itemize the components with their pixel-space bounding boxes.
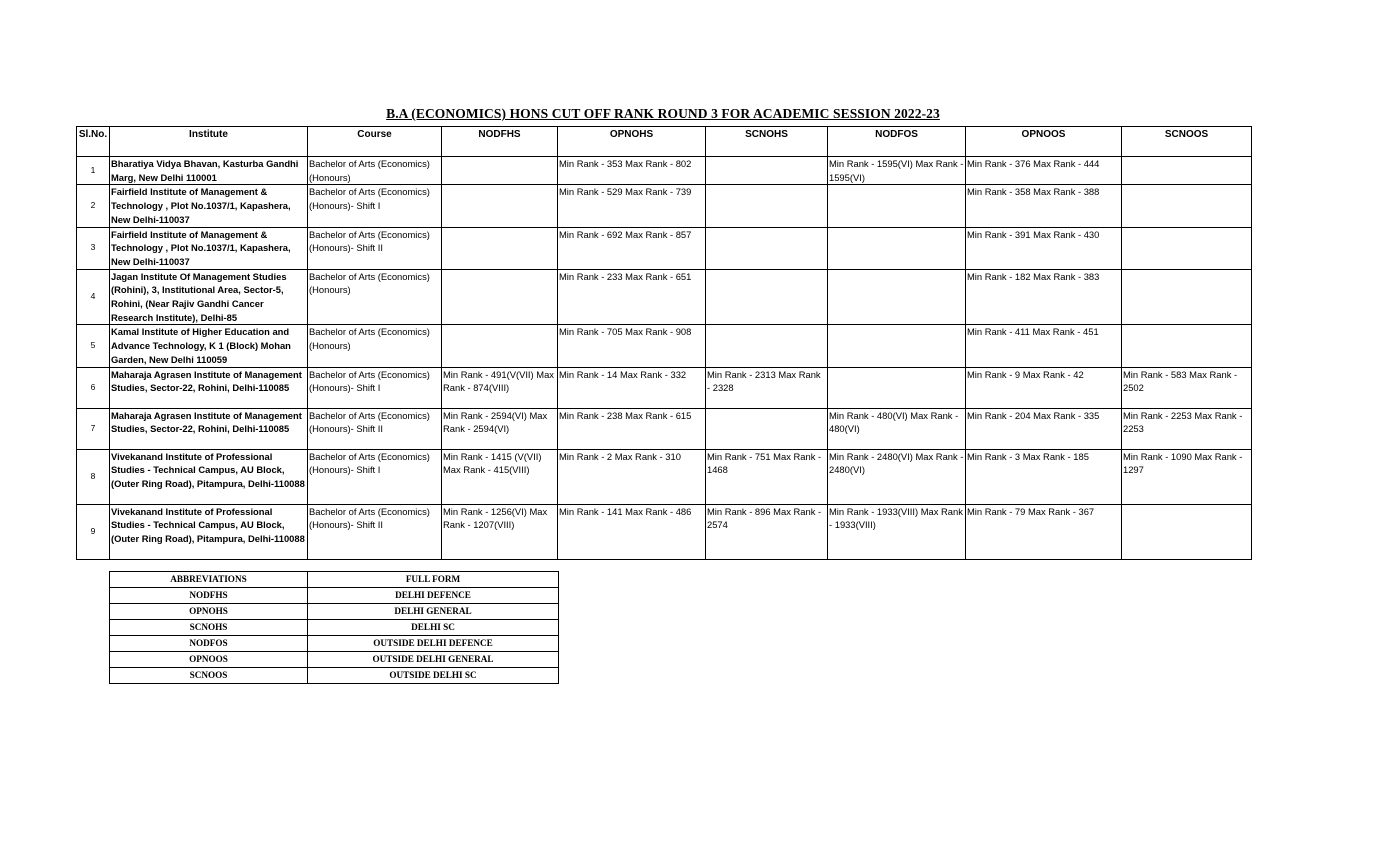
cell-opnoos: Min Rank - 9 Max Rank - 42 — [966, 367, 1122, 408]
cell-institute: Bharatiya Vidya Bhavan, Kasturba Gandhi Marg, New Delhi 110001 — [110, 157, 308, 185]
abbreviations-header-row — [110, 572, 559, 588]
cell-opnohs: Min Rank - 14 Max Rank - 332 — [558, 367, 706, 408]
cell-institute: Kamal Institute of Higher Education and Advance Technology, K 1 (Block) Mohan Garden, New Delhi 110059 — [110, 325, 308, 367]
table-row — [77, 367, 1252, 408]
cell-opnohs: Min Rank - 705 Max Rank - 908 — [558, 325, 706, 367]
cell-nodfhs: Min Rank - 491(V(VII) Max Rank - 874(VIII) — [442, 367, 558, 408]
cell-scnoos — [1122, 185, 1252, 227]
cell-opnohs: Min Rank - 238 Max Rank - 615 — [558, 408, 706, 449]
cell-sl: 2 — [77, 185, 110, 227]
cell-scnohs: Min Rank - 896 Max Rank - 2574 — [706, 504, 828, 559]
cell-scnohs — [706, 325, 828, 367]
table-row — [77, 449, 1252, 504]
header-full-form: FULL FORM — [308, 572, 559, 588]
cell-institute: Fairfield Institute of Management & Technology , Plot No.1037/1, Kapashera, New Delhi-110037 — [110, 185, 308, 227]
abbreviation-code: NODFOS — [110, 636, 308, 652]
cell-sl: 4 — [77, 269, 110, 325]
cell-scnohs — [706, 269, 828, 325]
cell-opnoos: Min Rank - 411 Max Rank - 451 — [966, 325, 1122, 367]
abbreviation-row — [110, 668, 559, 684]
cell-course: Bachelor of Arts (Economics) (Honours) — [308, 157, 442, 185]
cell-institute: Fairfield Institute of Management & Technology , Plot No.1037/1, Kapashera, New Delhi-110037 — [110, 227, 308, 269]
abbreviation-code: SCNOOS — [110, 668, 308, 684]
cell-scnohs — [706, 227, 828, 269]
header-institute: Institute — [110, 127, 308, 157]
abbreviation-full: DELHI SC — [308, 620, 559, 636]
abbreviation-full: DELHI DEFENCE — [308, 588, 559, 604]
cell-opnoos: Min Rank - 79 Max Rank - 367 — [966, 504, 1122, 559]
cell-opnoos: Min Rank - 391 Max Rank - 430 — [966, 227, 1122, 269]
cell-sl: 9 — [77, 504, 110, 559]
cell-scnohs: Min Rank - 751 Max Rank - 1468 — [706, 449, 828, 504]
cell-scnoos — [1122, 227, 1252, 269]
cell-institute: Maharaja Agrasen Institute of Management Studies, Sector-22, Rohini, Delhi-110085 — [110, 367, 308, 408]
cell-sl: 5 — [77, 325, 110, 367]
cell-sl: 1 — [77, 157, 110, 185]
cell-scnoos: Min Rank - 583 Max Rank - 2502 — [1122, 367, 1252, 408]
cell-course: Bachelor of Arts (Economics) (Honours)- Shift II — [308, 227, 442, 269]
cell-scnoos — [1122, 157, 1252, 185]
cell-opnohs: Min Rank - 233 Max Rank - 651 — [558, 269, 706, 325]
header-nodfos: NODFOS — [828, 127, 966, 157]
cell-opnohs: Min Rank - 692 Max Rank - 857 — [558, 227, 706, 269]
cell-opnoos: Min Rank - 182 Max Rank - 383 — [966, 269, 1122, 325]
cell-opnohs: Min Rank - 2 Max Rank - 310 — [558, 449, 706, 504]
abbreviation-row — [110, 620, 559, 636]
abbreviation-code: OPNOHS — [110, 604, 308, 620]
abbreviation-row — [110, 588, 559, 604]
header-scnoos: SCNOOS — [1122, 127, 1252, 157]
header-nodfhs: NODFHS — [442, 127, 558, 157]
header-scnohs: SCNOHS — [706, 127, 828, 157]
header-opnoos: OPNOOS — [966, 127, 1122, 157]
abbreviation-row — [110, 652, 559, 668]
cell-course: Bachelor of Arts (Economics) (Honours)- Shift I — [308, 185, 442, 227]
cell-course: Bachelor of Arts (Economics) (Honours)- Shift II — [308, 504, 442, 559]
table-row — [77, 408, 1252, 449]
abbreviations-table — [109, 571, 559, 684]
cell-nodfhs: Min Rank - 1415 (V(VII) Max Rank - 415(VIII) — [442, 449, 558, 504]
cell-nodfhs: Min Rank - 2594(VI) Max Rank - 2594(VI) — [442, 408, 558, 449]
cell-nodfos: Min Rank - 1933(VIII) Max Rank - 1933(VIII) — [828, 504, 966, 559]
cutoff-table — [76, 126, 1252, 560]
abbreviation-code: SCNOHS — [110, 620, 308, 636]
abbreviation-code: NODFHS — [110, 588, 308, 604]
abbreviation-full: OUTSIDE DELHI SC — [308, 668, 559, 684]
cell-scnoos — [1122, 269, 1252, 325]
cell-course: Bachelor of Arts (Economics) (Honours)- Shift I — [308, 367, 442, 408]
cell-nodfos — [828, 227, 966, 269]
document-title: B.A (ECONOMICS) HONS CUT OFF RANK ROUND 3 FOR ACADEMIC SESSION 2022-23 — [386, 106, 940, 121]
cell-scnohs: Min Rank - 2313 Max Rank - 2328 — [706, 367, 828, 408]
table-row — [77, 269, 1252, 325]
cell-sl: 6 — [77, 367, 110, 408]
cell-sl: 3 — [77, 227, 110, 269]
cell-nodfos — [828, 367, 966, 408]
cell-nodfhs — [442, 325, 558, 367]
cell-nodfos: Min Rank - 1595(VI) Max Rank - 1595(VI) — [828, 157, 966, 185]
cell-scnoos: Min Rank - 2253 Max Rank - 2253 — [1122, 408, 1252, 449]
cell-course: Bachelor of Arts (Economics) (Honours)- Shift II — [308, 408, 442, 449]
abbreviation-full: DELHI GENERAL — [308, 604, 559, 620]
cell-opnoos: Min Rank - 204 Max Rank - 335 — [966, 408, 1122, 449]
table-row — [77, 157, 1252, 185]
cell-nodfhs — [442, 185, 558, 227]
cell-scnoos — [1122, 504, 1252, 559]
abbreviation-row — [110, 604, 559, 620]
cell-scnohs — [706, 408, 828, 449]
cell-nodfhs — [442, 157, 558, 185]
cell-course: Bachelor of Arts (Economics) (Honours)- Shift I — [308, 449, 442, 504]
cell-scnoos — [1122, 325, 1252, 367]
cell-nodfos: Min Rank - 2480(VI) Max Rank - 2480(VI) — [828, 449, 966, 504]
cell-nodfos — [828, 325, 966, 367]
abbreviation-row — [110, 636, 559, 652]
cell-institute: Maharaja Agrasen Institute of Management Studies, Sector-22, Rohini, Delhi-110085 — [110, 408, 308, 449]
cell-institute: Vivekanand Institute of Professional Studies - Technical Campus, AU Block,(Outer Ring Road), Pitampura, Delhi-110088 — [110, 449, 308, 504]
cell-sl: 8 — [77, 449, 110, 504]
cell-institute: Vivekanand Institute of Professional Studies - Technical Campus, AU Block,(Outer Ring Road), Pitampura, Delhi-110088 — [110, 504, 308, 559]
cell-opnohs: Min Rank - 353 Max Rank - 802 — [558, 157, 706, 185]
table-row — [77, 504, 1252, 559]
abbreviation-code: OPNOOS — [110, 652, 308, 668]
cell-scnohs — [706, 185, 828, 227]
cell-opnoos: Min Rank - 376 Max Rank - 444 — [966, 157, 1122, 185]
cell-nodfos — [828, 269, 966, 325]
cell-scnohs — [706, 157, 828, 185]
header-sl: Sl.No. — [77, 127, 110, 157]
cell-scnoos: Min Rank - 1090 Max Rank - 1297 — [1122, 449, 1252, 504]
table-row — [77, 325, 1252, 367]
cell-institute: Jagan Institute Of Management Studies (Rohini), 3, Institutional Area, Sector-5, Rohini, (Near Rajiv Gandhi Cancer Research Institute), Delhi-85 — [110, 269, 308, 325]
cell-opnoos: Min Rank - 3 Max Rank - 185 — [966, 449, 1122, 504]
cell-nodfos: Min Rank - 480(VI) Max Rank - 480(VI) — [828, 408, 966, 449]
abbreviation-full: OUTSIDE DELHI DEFENCE — [308, 636, 559, 652]
cell-course: Bachelor of Arts (Economics) (Honours) — [308, 269, 442, 325]
cell-course: Bachelor of Arts (Economics) (Honours) — [308, 325, 442, 367]
table-row — [77, 227, 1252, 269]
table-row — [77, 185, 1252, 227]
cell-nodfos — [828, 185, 966, 227]
cell-opnoos: Min Rank - 358 Max Rank - 388 — [966, 185, 1122, 227]
table-header-row — [77, 127, 1252, 157]
cell-nodfhs — [442, 269, 558, 325]
abbreviation-full: OUTSIDE DELHI GENERAL — [308, 652, 559, 668]
header-abbreviations: ABBREVIATIONS — [110, 572, 308, 588]
cell-opnohs: Min Rank - 529 Max Rank - 739 — [558, 185, 706, 227]
cell-nodfhs — [442, 227, 558, 269]
cell-opnohs: Min Rank - 141 Max Rank - 486 — [558, 504, 706, 559]
cell-sl: 7 — [77, 408, 110, 449]
cell-nodfhs: Min Rank - 1256(VI) Max Rank - 1207(VIII) — [442, 504, 558, 559]
header-opnohs: OPNOHS — [558, 127, 706, 157]
header-course: Course — [308, 127, 442, 157]
